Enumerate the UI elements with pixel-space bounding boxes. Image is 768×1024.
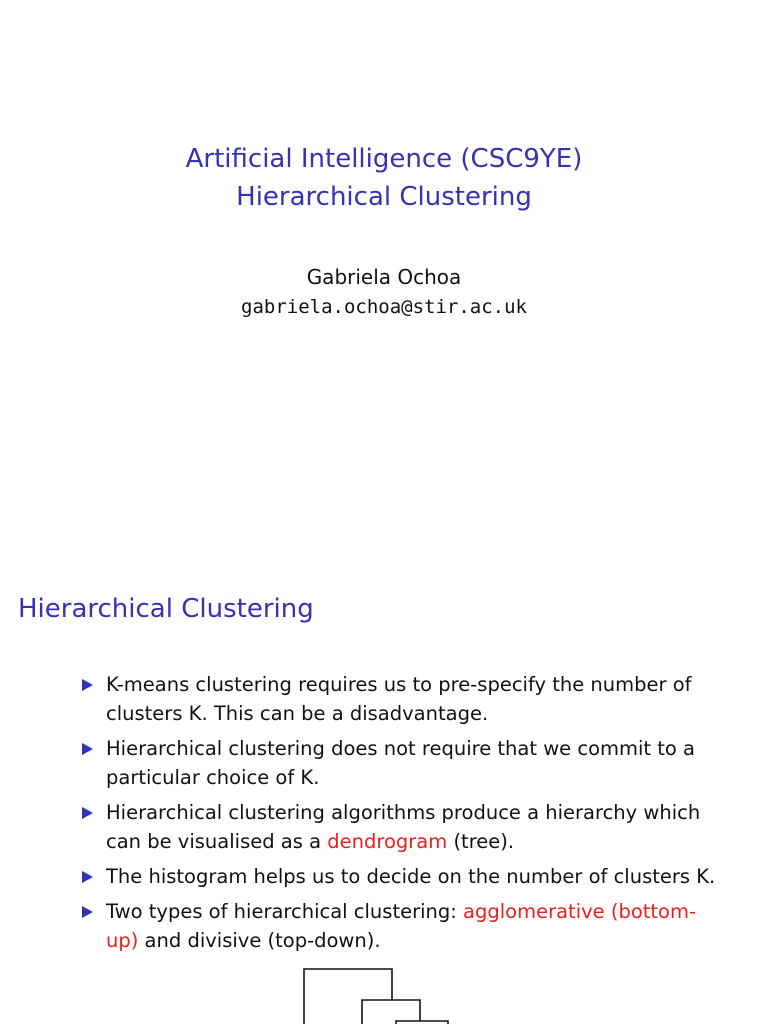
bullet-item	[78, 862, 728, 891]
slide1-title	[0, 140, 768, 216]
lecture-title: Hierarchical Clustering	[236, 182, 532, 212]
highlight-term: dendrogram	[327, 830, 448, 853]
triangle-bullet-icon	[82, 807, 93, 819]
highlight-term: agglomerative (bottom-up)	[106, 900, 697, 952]
bullet-text: Two types of hierarchical clustering:	[106, 900, 464, 923]
bullet-text: K-means clustering requires us to pre-specify the number of clusters K. This can be a disadvantage.	[106, 673, 692, 725]
triangle-bullet-icon	[82, 871, 93, 883]
bullet-text: (tree).	[447, 830, 515, 853]
bullet-item	[78, 734, 728, 792]
dendrogram-branch	[304, 969, 392, 1024]
bullet-list	[78, 670, 728, 961]
bullet-text: Hierarchical clustering algorithms produce a hierarchy which can be visualised as a	[106, 801, 701, 853]
triangle-bullet-icon	[82, 679, 93, 691]
triangle-bullet-icon	[82, 906, 93, 918]
author-email: gabriela.ochoa@stir.ac.uk	[241, 296, 527, 318]
triangle-bullet-icon	[82, 743, 93, 755]
bullet-text: The histogram helps us to decide on the number of clusters K.	[106, 865, 716, 888]
slide2-title: Hierarchical Clustering	[18, 594, 314, 624]
bullet-text: Hierarchical clustering does not require that we commit to a particular choice of K.	[106, 737, 695, 789]
course-title: Artificial Intelligence (CSC9YE)	[185, 144, 583, 174]
bullet-item	[78, 798, 728, 856]
bullet-text: and divisive (top-down).	[138, 929, 381, 952]
bullet-item	[78, 897, 728, 955]
author-name: Gabriela Ochoa	[306, 265, 462, 289]
bullet-item	[78, 670, 728, 728]
dendrogram-icon	[300, 966, 460, 1024]
